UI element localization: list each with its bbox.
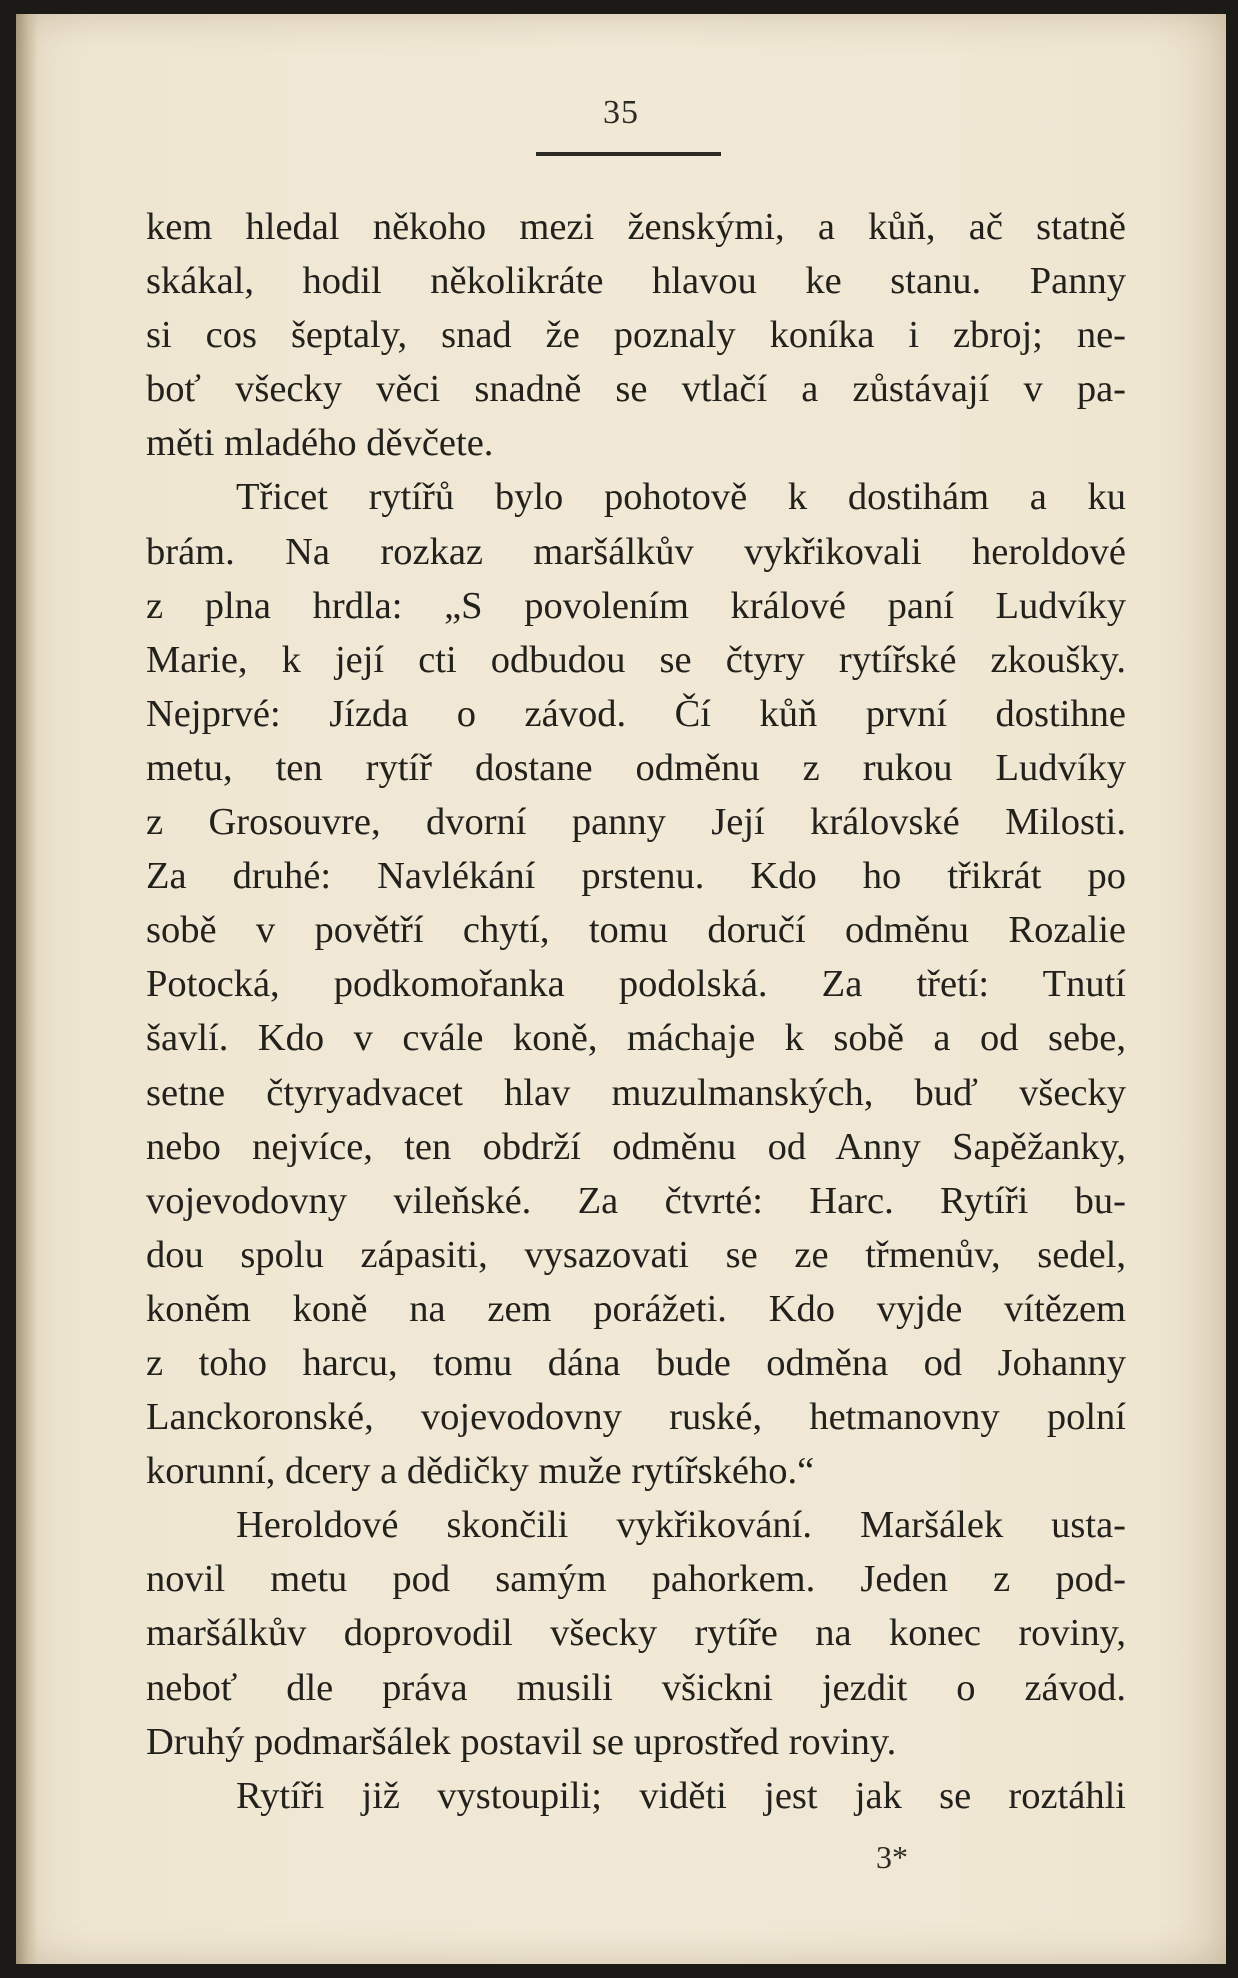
text-line: sobě v povětří chytí, tomu doručí odměnu Rozalie	[146, 909, 1126, 952]
text-line: z toho harcu, tomu dána bude odměna od Johanny	[146, 1341, 1126, 1384]
text-line: brám. Na rozkaz maršálkův vykřikovali heroldové	[146, 530, 1126, 573]
text-line: metu, ten rytíř dostane odměnu z rukou Ludvíky	[146, 746, 1126, 789]
text-line: kem hledal někoho mezi ženskými, a kůň, ač statně	[146, 206, 1126, 248]
text-line: si cos šeptaly, snad že poznaly koníka i zbroj; ne-	[146, 314, 1126, 357]
text-line: boť všecky věci snadně se vtlačí a zůstávají v pa-	[146, 368, 1126, 411]
text-line: setne čtyryadvacet hlav muzulmanských, buď všecky	[146, 1071, 1126, 1114]
text-line: maršálkův doprovodil všecky rytíře na konec roviny,	[146, 1612, 1126, 1655]
text-line: Lanckoronské, vojevodovny ruské, hetmanovny polní	[146, 1396, 1126, 1439]
text-line: novil metu pod samým pahorkem. Jeden z pod-	[146, 1558, 1126, 1601]
book-page	[16, 14, 1226, 1964]
text-line: Třicet rytířů bylo pohotově k dostihám a ku	[236, 476, 1126, 519]
page-gutter-shadow	[16, 14, 38, 1964]
text-line: šavlí. Kdo v cvále koně, máchaje k sobě a od sebe,	[146, 1017, 1126, 1060]
text-line: Rytíři již vystoupili; viděti jest jak se roztáhli	[236, 1774, 1126, 1817]
page-number: 35	[603, 94, 639, 131]
text-line: Potocká, podkomořanka podolská. Za třetí: Tnutí	[146, 963, 1126, 1006]
text-line: neboť dle práva musili všickni jezdit o závod.	[146, 1666, 1126, 1709]
text-line: měti mladého děvčete.	[146, 422, 494, 465]
text-line: Marie, k její cti odbudou se čtyry rytířské zkoušky.	[146, 638, 1126, 681]
text-line: Druhý podmaršálek postavil se uprostřed roviny.	[146, 1720, 897, 1763]
text-line: korunní, dcery a dědičky muže rytířského.“	[146, 1450, 815, 1493]
text-line: z Grosouvre, dvorní panny Její královské Milosti.	[146, 801, 1126, 844]
page-number-rule	[536, 152, 721, 156]
text-line: Nejprvé: Jízda o závod. Čí kůň první dostihne	[146, 692, 1126, 735]
body-text	[146, 200, 1126, 1823]
text-line: nebo nejvíce, ten obdrží odměnu od Anny Sapěžanky,	[146, 1125, 1126, 1168]
text-line: skákal, hodil několikráte hlavou ke stanu. Panny	[146, 260, 1126, 303]
text-line: z plna hrdla: „S povolením králové paní Ludvíky	[146, 584, 1126, 627]
text-line: dou spolu zápasiti, vysazovati se ze třmenův, sedel,	[146, 1233, 1126, 1276]
text-line: vojevodovny vileňské. Za čtvrté: Harc. Rytíři bu-	[146, 1179, 1126, 1222]
signature-mark: 3*	[876, 1839, 908, 1875]
text-line: Heroldové skončili vykřikování. Maršálek usta-	[236, 1504, 1126, 1547]
text-line: koněm koně na zem porážeti. Kdo vyjde vítězem	[146, 1287, 1126, 1330]
text-line: Za druhé: Navlékání prstenu. Kdo ho třikrát po	[146, 855, 1126, 898]
